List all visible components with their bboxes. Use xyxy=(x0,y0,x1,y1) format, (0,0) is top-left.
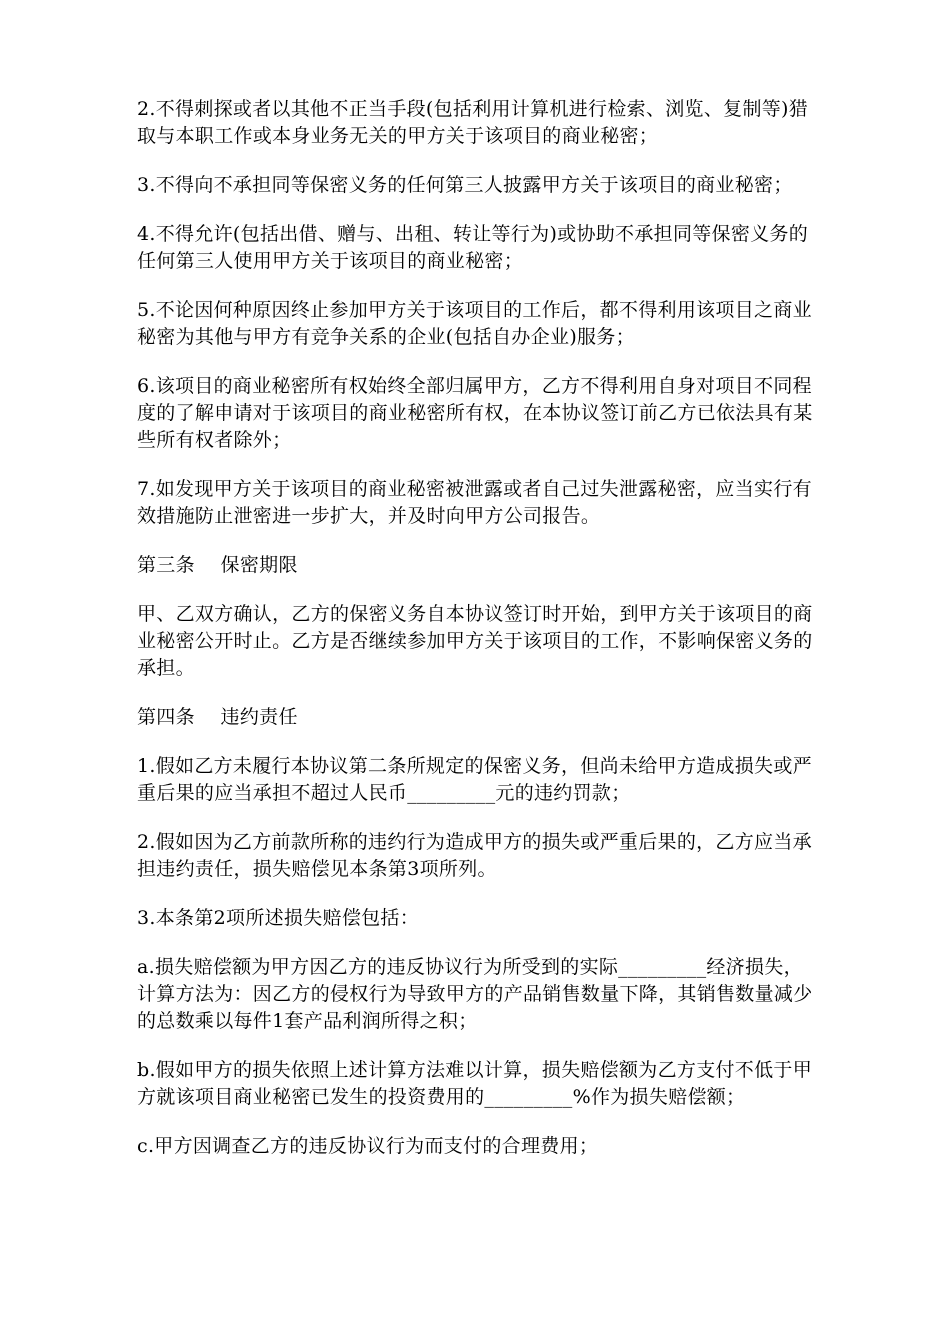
clause-4-3-b: b.假如甲方的损失依照上述计算方法难以计算，损失赔偿额为乙方支付不低于甲方就该项目商业秘密已发生的投资费用的_________%作为损失赔偿额； xyxy=(137,1059,813,1108)
clause-2-6: 6.该项目的商业秘密所有权始终全部归属甲方，乙方不得利用自身对项目不同程度的了解申请对于该项目的商业秘密所有权，在本协议签订前乙方已依法具有某些所有权者除外； xyxy=(137,375,813,451)
clause-4-1: 1.假如乙方未履行本协议第二条所规定的保密义务，但尚未给甲方造成损失或严重后果的应当承担不超过人民币_________元的违约罚款； xyxy=(137,755,812,804)
clause-4-3-a: a.损失赔偿额为甲方因乙方的违反协议行为所受到的实际_________经济损失，计算方法为：因乙方的侵权行为导致甲方的产品销售数量下降，其销售数量减少的总数乘以每件1套产品利润所得之积； xyxy=(137,956,813,1032)
clause-2-5: 5.不论因何种原因终止参加甲方关于该项目的工作后，都不得利用该项目之商业秘密为其他与甲方有竞争关系的企业(包括自办企业)服务； xyxy=(137,299,812,348)
clause-2-2: 2.不得刺探或者以其他不正当手段(包括利用计算机进行检索、浏览、复制等)猎取与本职工作或本身业务无关的甲方关于该项目的商业秘密； xyxy=(137,98,809,147)
clause-4-3: 3.本条第2项所述损失赔偿包括： xyxy=(137,907,420,929)
clause-2-7: 7.如发现甲方关于该项目的商业秘密被泄露或者自己过失泄露秘密，应当实行有效措施防止泄密进一步扩大，并及时向甲方公司报告。 xyxy=(137,478,812,527)
article-4-heading: 第四条 违约责任 xyxy=(137,706,298,728)
article-3-heading: 第三条 保密期限 xyxy=(137,554,298,576)
clause-2-4: 4.不得允许(包括出借、赠与、出租、转让等行为)或协助不承担同等保密义务的任何第三人使用甲方关于该项目的商业秘密； xyxy=(137,223,809,272)
document-body xyxy=(137,96,817,1182)
clause-4-2: 2.假如因为乙方前款所称的违约行为造成甲方的损失或严重后果的，乙方应当承担违约责任，损失赔偿见本条第3项所列。 xyxy=(137,831,812,880)
clause-2-3: 3.不得向不承担同等保密义务的任何第三人披露甲方关于该项目的商业秘密； xyxy=(137,174,793,196)
article-3-body: 甲、乙双方确认，乙方的保密义务自本协议签订时开始，到甲方关于该项目的商业秘密公开时止。乙方是否继续参加甲方关于该项目的工作，不影响保密义务的承担。 xyxy=(137,603,813,679)
clause-4-3-c: c.甲方因调查乙方的违反协议行为而支付的合理费用； xyxy=(137,1135,599,1157)
